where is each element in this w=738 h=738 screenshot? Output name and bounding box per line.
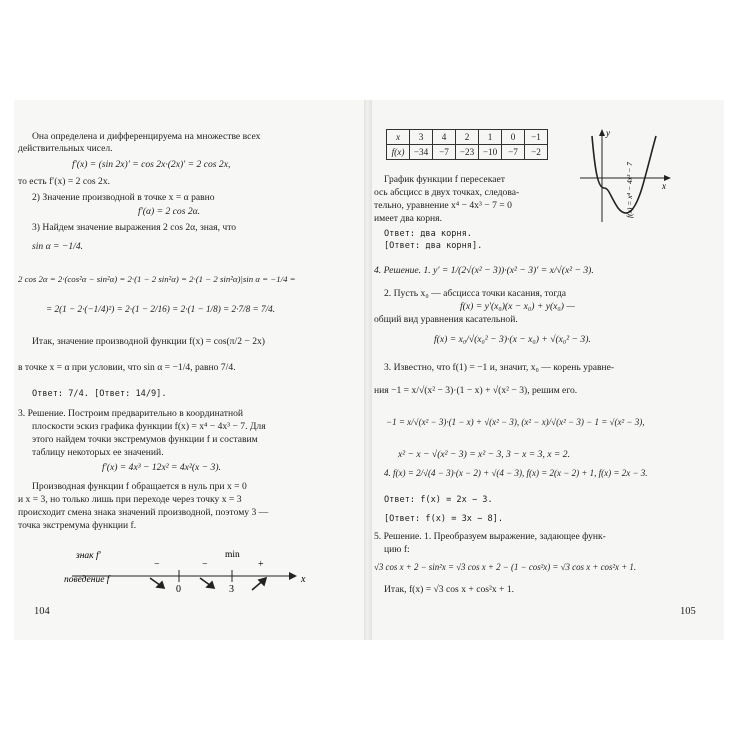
formula-line: 2 cos 2α = 2·(cos²α − sin²α) = 2·(1 − 2 sin²α) = 2·(1 − 2 sin²α)|sin α = −1/4 = xyxy=(18,274,296,284)
behavior-row-label: поведение f xyxy=(64,575,110,585)
formula-line: sin α = −1/4. xyxy=(32,241,84,252)
text-line: этого найдем точки экстремумов функции f и составим xyxy=(32,434,258,445)
right-page xyxy=(372,100,724,640)
decreasing-arrow-icon xyxy=(150,578,164,588)
table-cell: 2 xyxy=(456,130,479,145)
function-graph xyxy=(576,126,676,226)
text-line: действительных чисел. xyxy=(18,143,113,154)
answer-line: Ответ: два корня. xyxy=(384,229,472,239)
text-line: общий вид уравнения касательной. xyxy=(374,314,518,325)
text-line: Производная функции f обращается в нуль при x = 0 xyxy=(32,481,247,492)
text-line: Она определена и дифференцируема на множестве всех xyxy=(32,131,261,142)
sign-chart xyxy=(14,540,364,600)
table-cell: 0 xyxy=(502,130,525,145)
text-line: в точке x = α при условии, что sin α = −1/4, равно 7/4. xyxy=(18,362,236,373)
formula-line: f(x) = y′(x₀)(x − x₀) + y(x₀) — xyxy=(460,301,575,312)
sign-plus: + xyxy=(258,559,264,570)
text-line: таблицу некоторых ее значений. xyxy=(32,447,164,458)
point-label: 0 xyxy=(176,584,181,595)
answer-line: Ответ: f(x) = 2x − 3. xyxy=(384,495,493,505)
table-cell: 3 xyxy=(410,130,433,145)
table-header-cell: x xyxy=(387,130,410,145)
sign-row-label: знак f′ xyxy=(76,551,101,561)
answer-line: Ответ: 7/4. [Ответ: 14/9]. xyxy=(32,389,167,399)
text-line: тельно, уравнение x⁴ − 4x³ − 7 = 0 xyxy=(374,200,512,211)
text-line: ния −1 = x/√(x² − 3)·(1 − x) + √(x² − 3), решим его. xyxy=(374,385,578,396)
text-line: 2. Пусть x₀ — абсцисса точки касания, тогда xyxy=(384,288,567,299)
table-cell: −7 xyxy=(502,145,525,160)
formula-line: f′(x) = (sin 2x)′ = cos 2x·(2x)′ = 2 cos 2x, xyxy=(72,159,231,170)
text-line: 3. Известно, что f(1) = −1 и, значит, x₀ — корень уравне- xyxy=(384,362,615,373)
sign-minus: − xyxy=(154,559,160,570)
text-line: 3) Найдем значение выражения 2 cos 2α, зная, что xyxy=(32,222,237,233)
formula-line: = 2(1 − 2·(−1/4)²) = 2·(1 − 2/16) = 2·(1 − 1/8) = 2·7/8 = 7/4. xyxy=(46,304,276,314)
text-line: 5. Решение. 1. Преобразуем выражение, задающее функ- xyxy=(374,531,606,542)
table-cell: −34 xyxy=(410,145,433,160)
formula-line: √3 cos x + 2 − sin²x = √3 cos x + 2 − (1 − cos²x) = √3 cos x + cos²x + 1. xyxy=(374,562,637,572)
table-cell: 1 xyxy=(479,130,502,145)
formula-line: f′(x) = 4x³ − 12x² = 4x²(x − 3). xyxy=(102,462,221,473)
text-line: Итак, f(x) = √3 cos x + cos²x + 1. xyxy=(384,584,515,595)
axis-arrow xyxy=(289,572,297,580)
point-label: 3 xyxy=(229,584,234,595)
curve-label: f(x) = x⁴ − 4x³ − 7 xyxy=(625,162,634,218)
page-number: 104 xyxy=(34,606,50,617)
table-row xyxy=(387,145,548,160)
left-page xyxy=(14,100,364,640)
formula-line: −1 = x/√(x² − 3)·(1 − x) + √(x² − 3), (x² − x)/√(x² − 3) − 1 = √(x² − 3), xyxy=(386,417,645,427)
axis-label: x xyxy=(662,181,666,191)
text-line: цию f: xyxy=(384,544,410,555)
table-cell: −1 xyxy=(525,130,548,145)
text-line: происходит смена знака значений производной, поэтому 3 — xyxy=(18,507,269,518)
formula-line: f(x) = x₀/√(x₀² − 3)·(x − x₀) + √(x₀² − 3). xyxy=(434,334,591,345)
text-line: ось абсцисс в двух точках, следова- xyxy=(374,187,520,198)
axis-arrow xyxy=(599,129,605,136)
sign-minus: − xyxy=(202,559,208,570)
table-cell: −7 xyxy=(433,145,456,160)
answer-line: [Ответ: f(x) = 3x − 8]. xyxy=(384,514,503,524)
values-table xyxy=(386,129,548,160)
formula-line: 4. Решение. 1. y′ = 1/(2√(x² − 3))·(x² − 3)′ = x/√(x² − 3). xyxy=(374,265,594,276)
formula-line: 4. f(x) = 2/√(4 − 3)·(x − 2) + √(4 − 3), f(x) = 2(x − 2) + 1, f(x) = 2x − 3. xyxy=(384,468,648,478)
table-cell: −23 xyxy=(456,145,479,160)
book-gutter xyxy=(364,100,372,640)
formula-line: x² − x − √(x² − 3) = x² − 3, 3 − x = 3, x = 2. xyxy=(398,449,570,460)
text-line: График функции f пересекает xyxy=(384,174,505,185)
decreasing-arrow-icon xyxy=(200,578,214,588)
table-cell: −10 xyxy=(479,145,502,160)
text-line: имеет два корня. xyxy=(374,213,442,224)
extremum-label: min xyxy=(225,550,240,560)
text-line: 3. Решение. Построим предварительно в координатной xyxy=(18,408,244,419)
text-line: плоскости эскиз графика функции f(x) = x⁴ − 4x³ − 7. Для xyxy=(32,421,266,432)
axis-label: x xyxy=(301,574,306,585)
table-cell: −2 xyxy=(525,145,548,160)
text-line: Итак, значение производной функции f(x) = cos(π/2 − 2x) xyxy=(32,336,265,347)
table-cell: 4 xyxy=(433,130,456,145)
text-line: точка экстремума функции f. xyxy=(18,520,137,531)
text-line: то есть f′(x) = 2 cos 2x. xyxy=(18,176,111,187)
text-line: 2) Значение производной в точке x = α равно xyxy=(32,192,215,203)
page-number: 105 xyxy=(680,606,696,617)
axis-label: y xyxy=(606,128,610,138)
answer-line: [Ответ: два корня]. xyxy=(384,241,483,251)
table-row xyxy=(387,130,548,145)
formula-line: f′(α) = 2 cos 2α. xyxy=(138,206,201,217)
text-line: и x = 3, но только лишь при переходе через точку x = 3 xyxy=(18,494,242,505)
table-header-cell: f(x) xyxy=(387,145,410,160)
increasing-arrow-icon xyxy=(252,578,266,590)
